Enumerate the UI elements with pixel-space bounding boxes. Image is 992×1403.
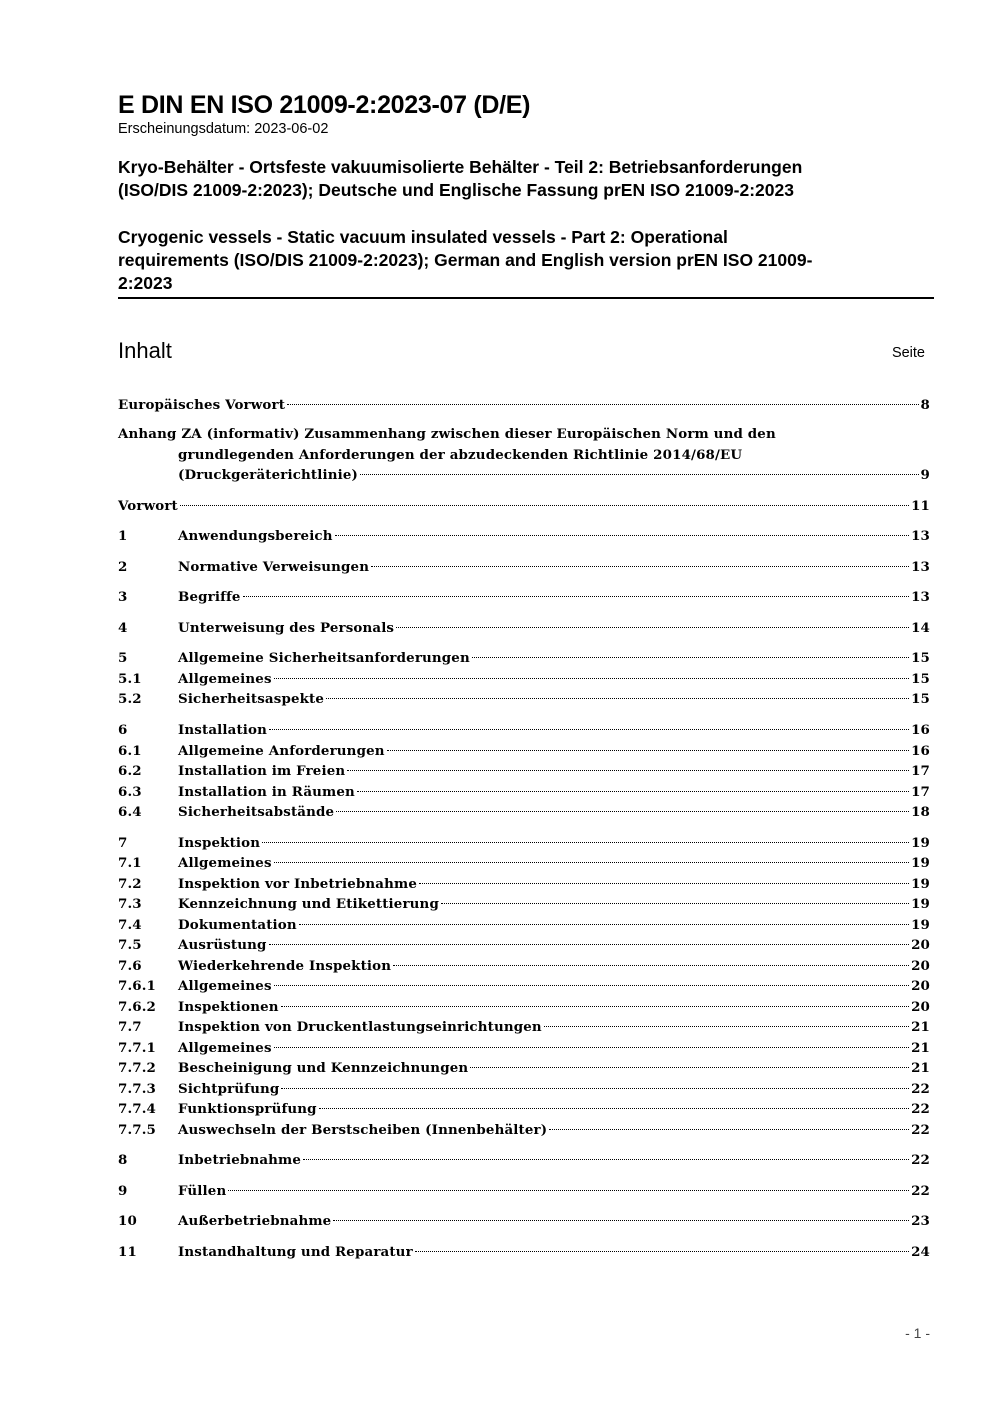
toc-entry-page: 21 <box>911 1040 930 1056</box>
toc-entry-label: Installation im Freien <box>178 763 346 779</box>
title-german-line: (ISO/DIS 21009-2:2023); Deutsche und Englische Fassung prEN ISO 21009-2:2023 <box>118 180 794 200</box>
toc-entry-number: 5.1 <box>118 671 142 687</box>
dot-leader <box>299 924 909 925</box>
toc-entry-number: 3 <box>118 589 128 605</box>
toc-entry-number: 7.7.5 <box>118 1122 157 1138</box>
title-english <box>118 226 934 295</box>
toc-entry-label: Auswechseln der Berstscheiben (Innenbehälter) <box>178 1122 548 1138</box>
toc-entry[interactable] <box>118 976 930 996</box>
toc-entry-page: 16 <box>911 743 930 759</box>
toc-entry-number: 6.2 <box>118 763 142 779</box>
toc-entry-page: 20 <box>911 978 930 994</box>
toc-entry-number: 4 <box>118 620 128 636</box>
toc-entry-number: 7.7.4 <box>118 1101 157 1117</box>
dot-leader <box>419 883 909 884</box>
toc-entry-number: 7.7 <box>118 1019 142 1035</box>
toc-entry-page: 23 <box>911 1213 930 1229</box>
toc-entry-page: 21 <box>911 1019 930 1035</box>
toc-entry-number: 7.7.2 <box>118 1060 157 1076</box>
dot-leader <box>269 729 909 730</box>
publication-date: Erscheinungsdatum: 2023-06-02 <box>118 121 329 137</box>
toc-entry-label: Außerbetriebnahme <box>178 1213 332 1229</box>
toc-entry[interactable] <box>118 853 930 873</box>
toc-entry-number: 8 <box>118 1152 128 1168</box>
dot-leader <box>441 903 909 904</box>
toc-entry-page: 15 <box>911 691 930 707</box>
toc-entry[interactable] <box>118 526 930 546</box>
dot-leader <box>274 1047 909 1048</box>
title-english-line: requirements (ISO/DIS 21009-2:2023); German and English version prEN ISO 21009- <box>118 250 813 270</box>
toc-entry-number: 2 <box>118 559 128 575</box>
toc-entry[interactable] <box>118 587 930 607</box>
toc-heading: Inhalt <box>118 338 172 363</box>
toc-entry-page: 22 <box>911 1122 930 1138</box>
toc-entry-label: Inspektion vor Inbetriebnahme <box>178 876 418 892</box>
toc-entry-page: 21 <box>911 1060 930 1076</box>
dot-leader <box>228 1190 909 1191</box>
toc-entry-page: 22 <box>911 1183 930 1199</box>
toc-entry-label: Füllen <box>178 1183 227 1199</box>
toc-entry[interactable] <box>118 1181 930 1201</box>
toc-entry-page: 19 <box>911 876 930 892</box>
dot-leader <box>387 750 909 751</box>
toc-entry[interactable] <box>118 689 930 709</box>
toc-entry[interactable] <box>118 956 930 976</box>
toc-entry-label: Inspektion <box>178 835 261 851</box>
toc-entry-number: 11 <box>118 1244 137 1260</box>
toc-entry-number: 7.2 <box>118 876 142 892</box>
toc-entry-label: Allgemeine Sicherheitsanforderungen <box>178 650 470 666</box>
toc-entry-label: Installation in Räumen <box>178 784 355 800</box>
dot-leader <box>180 505 909 506</box>
document-title: E DIN EN ISO 21009-2:2023-07 (D/E) <box>118 91 531 119</box>
toc-entry-page: 15 <box>911 650 930 666</box>
toc-entry-page: 22 <box>911 1081 930 1097</box>
dot-leader <box>281 1088 909 1089</box>
dot-leader <box>333 1220 909 1221</box>
dot-leader <box>371 566 909 567</box>
toc-entry-page: 11 <box>911 498 930 514</box>
toc-annex-line[interactable]: grundlegenden Anforderungen der abzudeckenden Richtlinie 2014/68/EU <box>178 447 743 463</box>
toc-entry-label: Dokumentation <box>178 917 297 933</box>
toc-entry-label: Bescheinigung und Kennzeichnungen <box>178 1060 469 1076</box>
toc-entry-label: Kennzeichnung und Etikettierung <box>178 896 439 912</box>
toc-entry-page: 13 <box>911 528 930 544</box>
toc-entry-page: 17 <box>911 784 930 800</box>
dot-leader <box>274 862 909 863</box>
toc-entry[interactable] <box>178 465 930 485</box>
header-divider <box>118 297 934 299</box>
toc-entry-page: 13 <box>911 589 930 605</box>
toc-entry-page: 17 <box>911 763 930 779</box>
toc-entry-number: 7.1 <box>118 855 142 871</box>
toc-entry-label: Europäisches Vorwort <box>118 397 286 413</box>
toc-entry-label: Allgemeine Anforderungen <box>178 743 385 759</box>
toc-entry-page: 24 <box>911 1244 930 1260</box>
toc-entry-number: 7.4 <box>118 917 142 933</box>
dot-leader <box>357 791 909 792</box>
dot-leader <box>544 1026 909 1027</box>
toc-entry[interactable] <box>118 1079 930 1099</box>
dot-leader <box>303 1159 909 1160</box>
toc-entry-number: 6 <box>118 722 128 738</box>
page-number: - 1 - <box>905 1325 930 1341</box>
dot-leader <box>326 698 909 699</box>
dot-leader <box>319 1108 909 1109</box>
dot-leader <box>393 965 909 966</box>
toc-entry[interactable] <box>118 741 930 761</box>
toc-entry-number: 6.3 <box>118 784 142 800</box>
toc-entry-label: Sicherheitsaspekte <box>178 691 325 707</box>
dot-leader <box>243 596 909 597</box>
toc-entry-label: Inbetriebnahme <box>178 1152 302 1168</box>
toc-entry-label: Funktionsprüfung <box>178 1101 317 1117</box>
toc-entry-page: 22 <box>911 1101 930 1117</box>
title-german <box>118 156 934 202</box>
toc-entry-number: 7.7.1 <box>118 1040 157 1056</box>
dot-leader <box>281 1006 909 1007</box>
title-english-line: Cryogenic vessels - Static vacuum insulated vessels - Part 2: Operational <box>118 227 728 247</box>
toc-entry[interactable] <box>118 782 930 802</box>
toc-entry-number: 7.5 <box>118 937 142 953</box>
toc-entry-label: Allgemeines <box>178 1040 272 1056</box>
dot-leader <box>549 1129 909 1130</box>
dot-leader <box>396 627 909 628</box>
toc-entry[interactable] <box>118 648 930 668</box>
toc-entry-page: 8 <box>920 397 930 413</box>
toc-entry-label: Inspektion von Druckentlastungseinrichtungen <box>178 1019 542 1035</box>
toc-entry-label: Wiederkehrende Inspektion <box>178 958 392 974</box>
dot-leader <box>274 985 909 986</box>
dot-leader <box>262 842 909 843</box>
toc-entry-number: 5 <box>118 650 128 666</box>
toc-entry-label: Unterweisung des Personals <box>178 620 395 636</box>
toc-entry-number: 6.1 <box>118 743 142 759</box>
toc-entry-label: (Druckgeräterichtlinie) <box>178 467 359 483</box>
toc-entry[interactable] <box>118 1211 930 1231</box>
dot-leader <box>472 657 909 658</box>
toc-entry-page: 18 <box>911 804 930 820</box>
dot-leader <box>347 770 909 771</box>
toc-entry-label: Allgemeines <box>178 978 272 994</box>
toc-entry-label: Anwendungsbereich <box>178 528 333 544</box>
toc-entry[interactable] <box>118 894 930 914</box>
toc-entry-page: 22 <box>911 1152 930 1168</box>
toc-entry[interactable] <box>118 669 930 689</box>
toc-entry-number: 9 <box>118 1183 128 1199</box>
toc-entry-label: Instandhaltung und Reparatur <box>178 1244 413 1260</box>
dot-leader <box>360 474 919 475</box>
toc-entry[interactable] <box>118 1017 930 1037</box>
toc-entry-page: 19 <box>911 835 930 851</box>
toc-entry[interactable] <box>118 997 930 1017</box>
toc-entry-number: 1 <box>118 528 128 544</box>
dot-leader <box>287 404 918 405</box>
toc-entry-page: 19 <box>911 855 930 871</box>
toc-entry-number: 6.4 <box>118 804 142 820</box>
toc-entry[interactable] <box>118 1150 930 1170</box>
toc-entry[interactable] <box>118 935 930 955</box>
toc-entry-number: 5.2 <box>118 691 142 707</box>
dot-leader <box>415 1251 909 1252</box>
toc-entry-number: 7 <box>118 835 128 851</box>
toc-entry-page: 19 <box>911 896 930 912</box>
toc-entry[interactable] <box>118 720 930 740</box>
toc-entry-page: 20 <box>911 958 930 974</box>
toc-entry[interactable] <box>118 557 930 577</box>
toc-entry-number: 7.6 <box>118 958 142 974</box>
toc-entry[interactable] <box>118 1242 930 1262</box>
toc-entry[interactable] <box>118 761 930 781</box>
toc-entry-label: Normative Verweisungen <box>178 559 370 575</box>
toc-entry[interactable] <box>118 1099 930 1119</box>
toc-entry[interactable] <box>118 833 930 853</box>
toc-entry-number: 7.6.2 <box>118 999 157 1015</box>
toc-entry-page: 14 <box>911 620 930 636</box>
toc-entry-label: Allgemeines <box>178 855 272 871</box>
toc-entry-page: 19 <box>911 917 930 933</box>
toc-entry-label: Begriffe <box>178 589 241 605</box>
toc-entry[interactable] <box>118 1038 930 1058</box>
title-german-line: Kryo-Behälter - Ortsfeste vakuumisolierte Behälter - Teil 2: Betriebsanforderungen <box>118 157 803 177</box>
toc-annex-line[interactable]: Anhang ZA (informativ) Zusammenhang zwischen dieser Europäischen Norm und den <box>118 426 776 442</box>
toc-entry-label: Sicherheitsabstände <box>178 804 335 820</box>
page-column-label: Seite <box>891 345 925 361</box>
toc-entry[interactable] <box>118 874 930 894</box>
toc-entry-label: Ausrüstung <box>178 937 267 953</box>
toc-entry-label: Sichtprüfung <box>178 1081 280 1097</box>
toc-entry-page: 16 <box>911 722 930 738</box>
toc-entry-page: 20 <box>911 999 930 1015</box>
toc-entry[interactable] <box>118 496 930 516</box>
toc-entry-label: Installation <box>178 722 267 738</box>
toc-entry-number: 10 <box>118 1213 137 1229</box>
dot-leader <box>335 535 909 536</box>
dot-leader <box>269 944 910 945</box>
toc-entry-page: 13 <box>911 559 930 575</box>
toc-entry-label: Inspektionen <box>178 999 279 1015</box>
toc-entry-number: 7.6.1 <box>118 978 157 994</box>
toc-entry-page: 9 <box>920 467 930 483</box>
toc-entry[interactable] <box>118 395 930 415</box>
toc-entry[interactable] <box>118 915 930 935</box>
toc-entry-page: 15 <box>911 671 930 687</box>
dot-leader <box>470 1067 909 1068</box>
toc-entry[interactable] <box>118 802 930 822</box>
document-header <box>118 90 934 295</box>
toc-entry-page: 20 <box>911 937 930 953</box>
dot-leader <box>336 811 909 812</box>
title-english-line: 2:2023 <box>118 273 173 293</box>
toc-entry-number: 7.3 <box>118 896 142 912</box>
dot-leader <box>274 678 909 679</box>
toc-entry-label: Allgemeines <box>178 671 272 687</box>
toc-entry[interactable] <box>118 1120 930 1140</box>
toc-entry-number: 7.7.3 <box>118 1081 157 1097</box>
toc-entry-label: Vorwort <box>118 498 178 514</box>
toc-entry[interactable] <box>118 1058 930 1078</box>
toc-entry[interactable] <box>118 618 930 638</box>
